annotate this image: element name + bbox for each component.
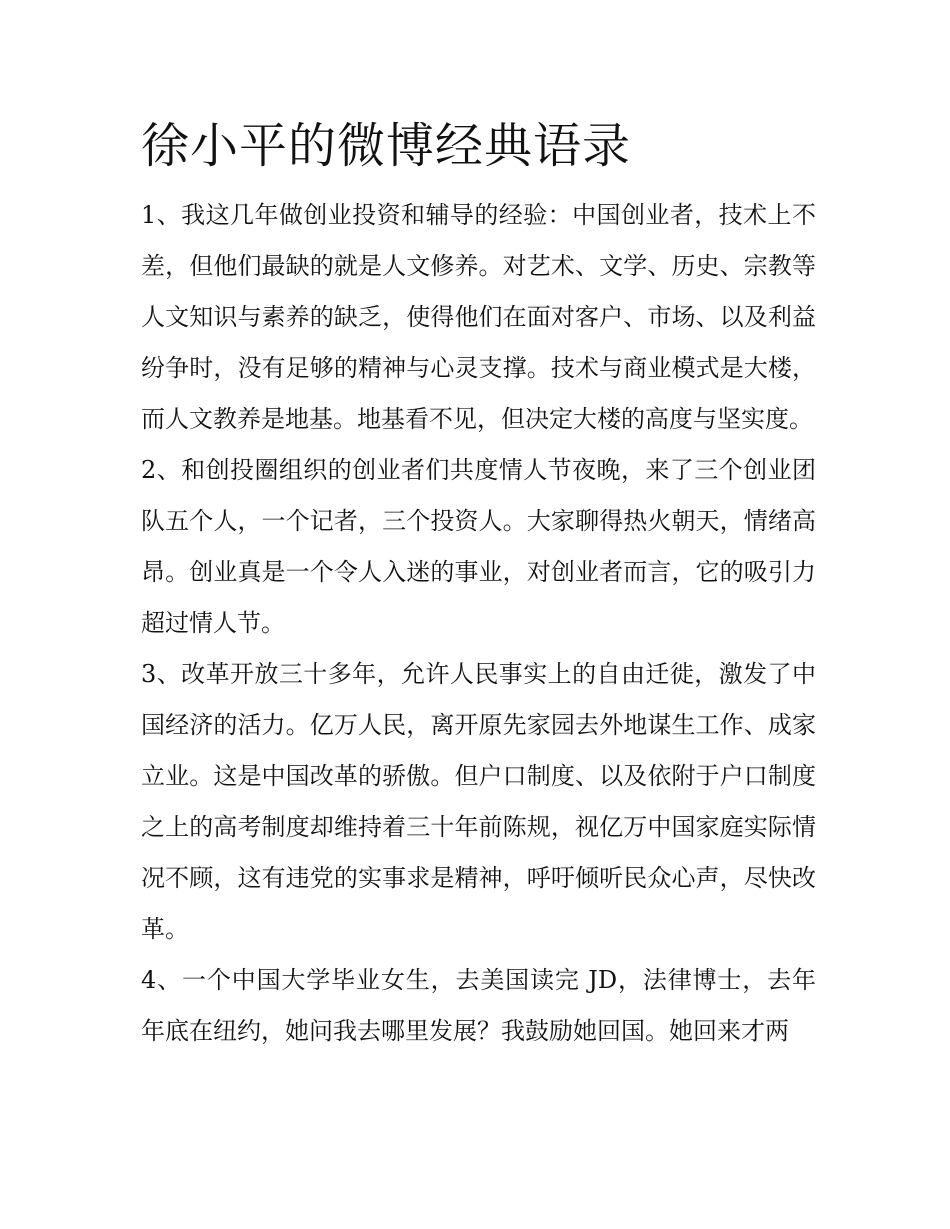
document-page <box>141 112 816 1057</box>
quote-paragraph-1: 1、我这几年做创业投资和辅导的经验：中国创业者，技术上不差，但他们最缺的就是人文修养。对艺术、文学、历史、宗教等人文知识与素养的缺乏，使得他们在面对客户、市场、以及利益纷争时，没有足够的精神与心灵支撑。技术与商业模式是大楼，而人文教养是地基。地基看不见，但决定大楼的高度与坚实度。 <box>141 201 816 433</box>
quote-paragraph-3: 3、改革开放三十多年，允许人民事实上的自由迁徙，激发了中国经济的活力。亿万人民，离开原先家园去外地谋生工作、成家立业。这是中国改革的骄傲。但户口制度、以及依附于户口制度之上的高考制度却维持着三十年前陈规，视亿万中国家庭实际情况不顾，这有违党的实事求是精神，呼吁倾听民众心声，尽快改革。 <box>141 660 816 943</box>
quote-paragraph-2: 2、和创投圈组织的创业者们共度情人节夜晚，来了三个创业团队五个人，一个记者，三个投资人。大家聊得热火朝天，情绪高昂。创业真是一个令人入迷的事业，对创业者而言，它的吸引力超过情人节。 <box>141 456 816 637</box>
document-title: 徐小平的微博经典语录 <box>141 118 632 174</box>
quote-paragraph-4: 4、一个中国大学毕业女生，去美国读完 JD，法律博士，去年年底在纽约，她问我去哪里发展？我鼓励她回国。她回来才两 <box>141 966 816 1045</box>
